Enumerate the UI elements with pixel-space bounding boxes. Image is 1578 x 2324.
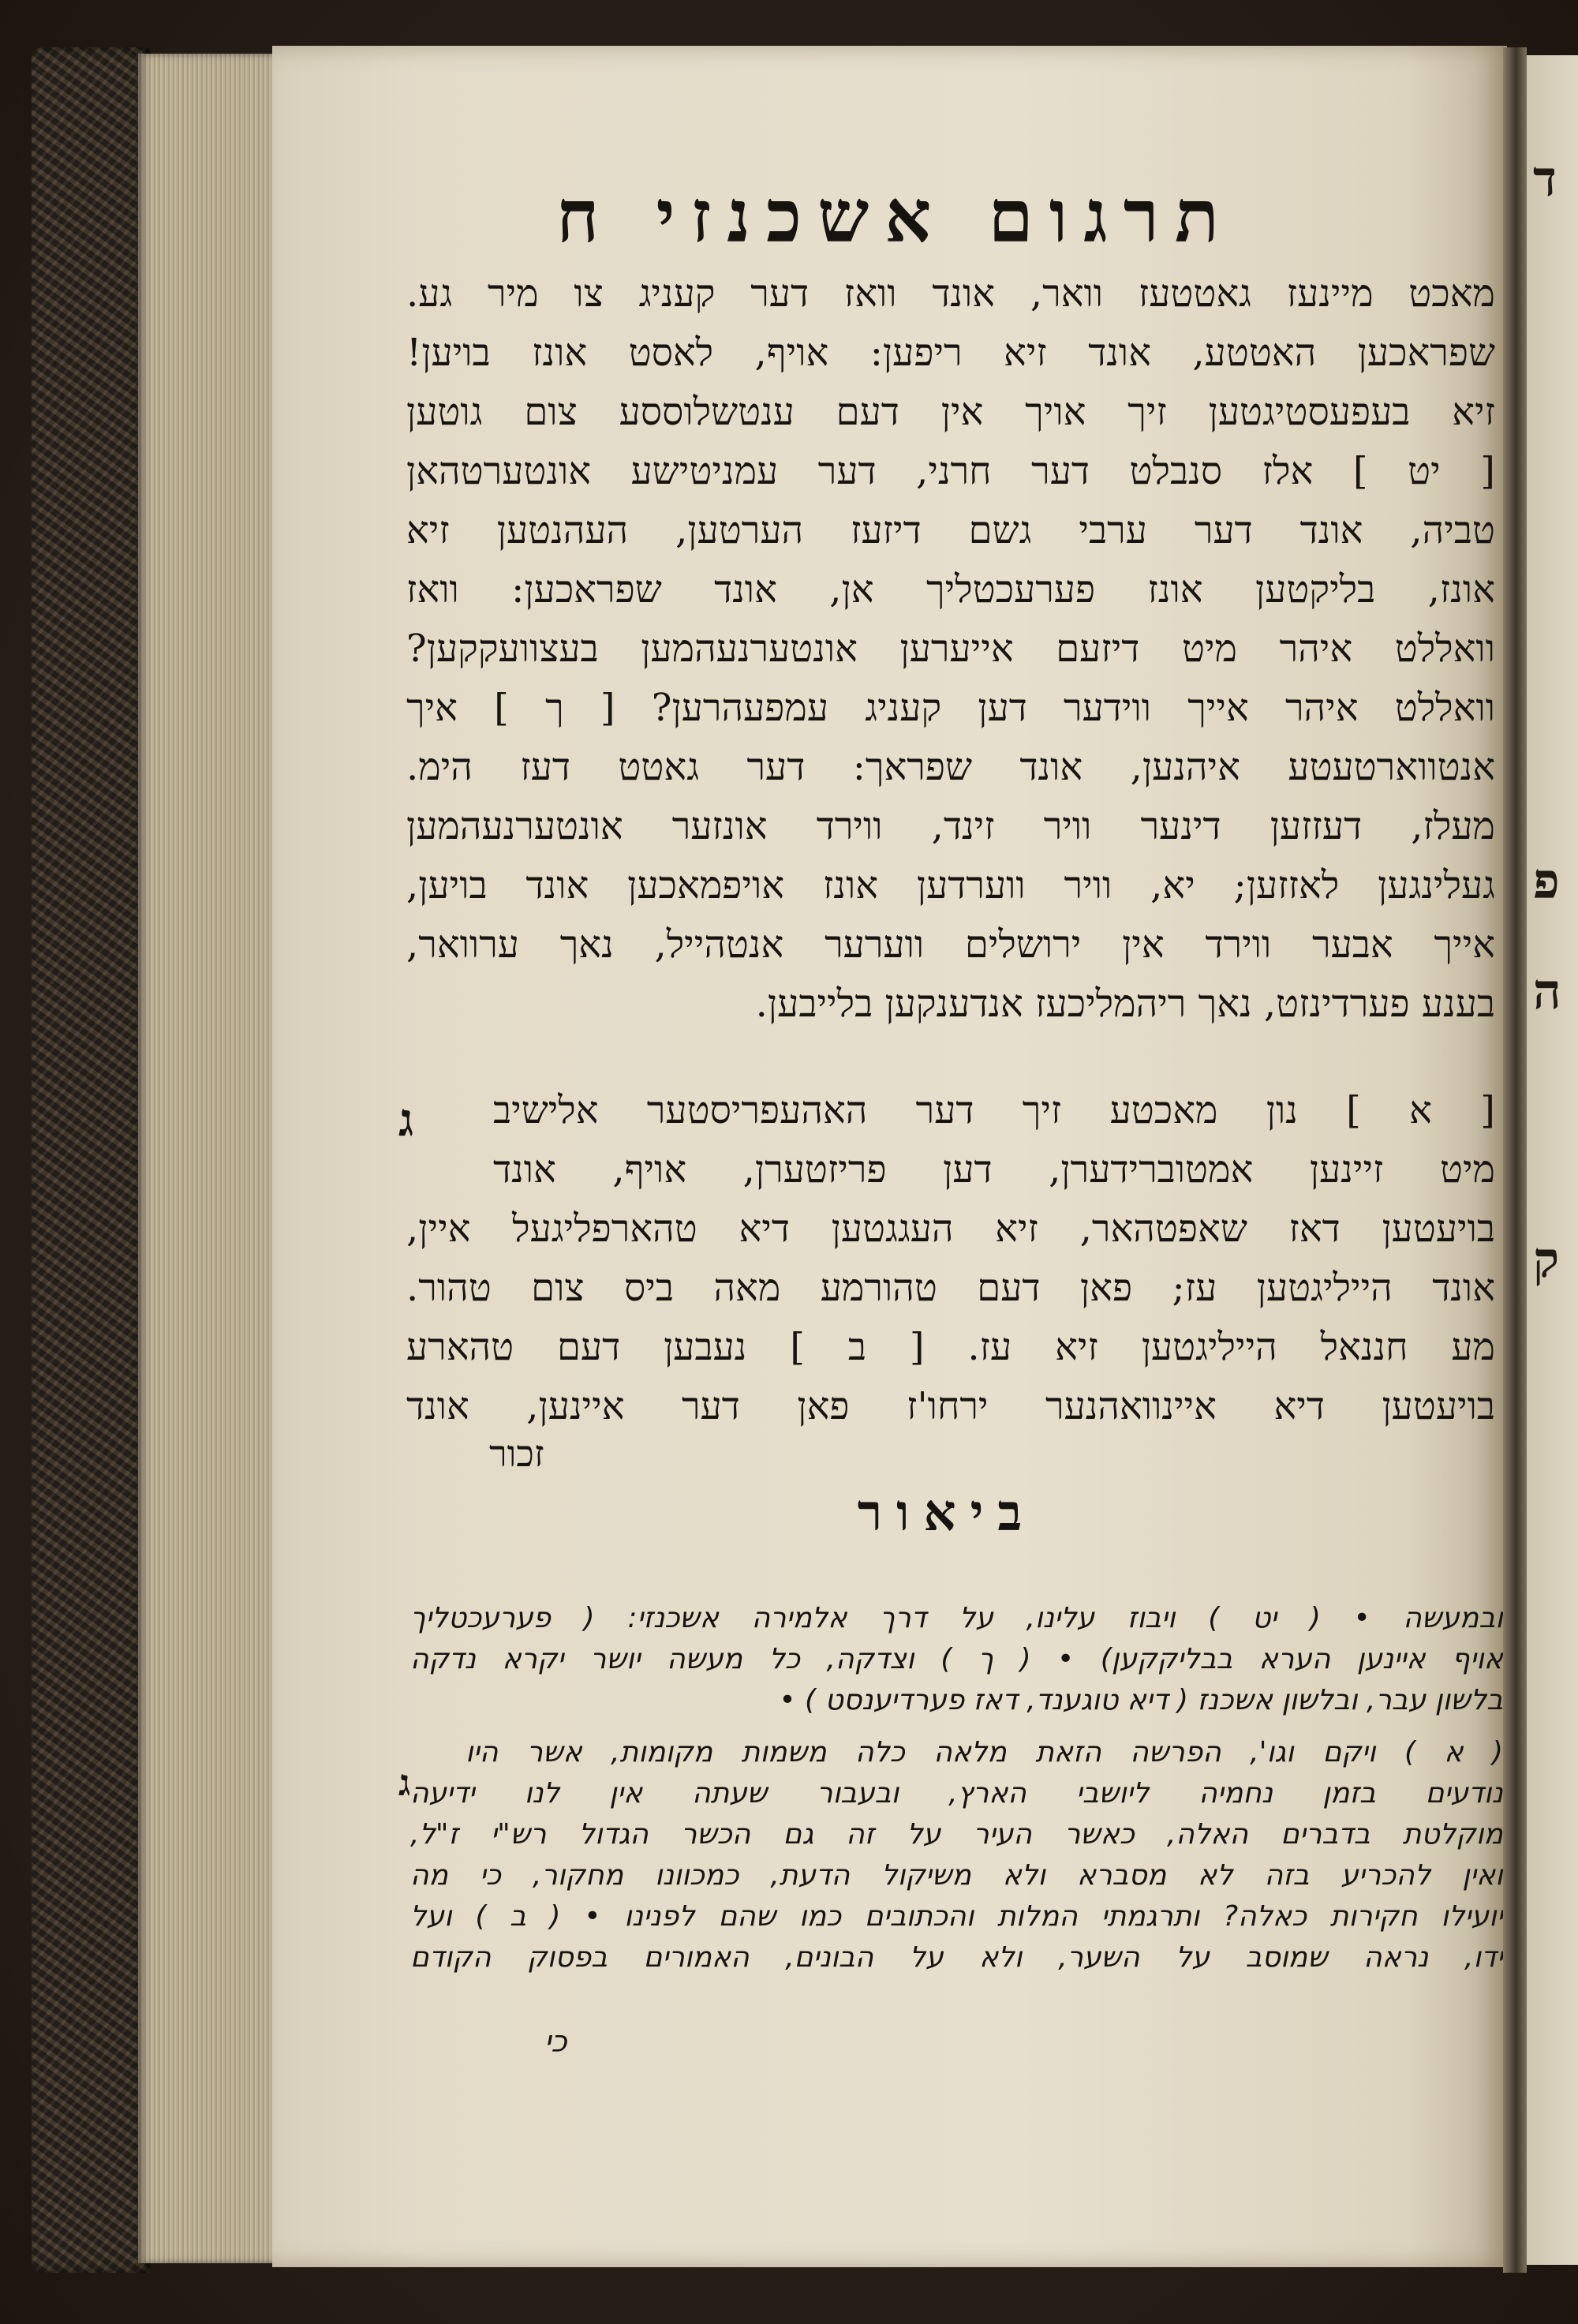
text-line: מעלז, דעזזען דינער וויר זינד, ווירד אונזער אונטערנעהמען [406, 804, 1495, 848]
facing-glyph: ד [1533, 150, 1557, 208]
catchword: זכור [489, 1432, 544, 1475]
text-line: מע חננאל הייליגטען זיא עז. [ ב ] נעבען דעם טהארע [406, 1325, 1495, 1369]
commentary-line: נודעים בזמן נחמיה ליושבי הארץ, ובעבור שעתה אין לנו ידיעה [410, 1777, 1503, 1809]
text-line: אונד הייליגטען עז; פאן דעם טהורמע מאה ביס צום טהור. [406, 1266, 1495, 1310]
commentary-text [410, 1598, 1503, 1978]
commentary-heading: ביאור [857, 1484, 1037, 1543]
page-title: תרגום אשכנזי ח [556, 174, 1235, 259]
commentary-line: מוקלטת בדברים האלה, כאשר העיר על זה גם הכשר הגדול רש"י ז"ל, [410, 1818, 1503, 1851]
text-line: אייך אבער ווירד אין ירושלים ווערער אנטהייל, נאך ערוואר, [406, 922, 1495, 967]
chapter-marker: ג [398, 1093, 414, 1147]
commentary-line: ואין להכריע בזה לא מסברא ולא משיקול הדעת, כמכוונו מחקור, כי מה [410, 1859, 1503, 1892]
text-line: [ א ] נון מאכטע זיך דער האהעפריסטער אלישיב [493, 1088, 1495, 1132]
commentary-line: ובמעשה • ( יט ) ויבוז עלינו, על דרך אלמירה אשכנזי: ( פערעכטליך [410, 1602, 1503, 1634]
text-line: בויעטען דיא איינוואהנער ירחו'ז פאן דער איינען, אונד [406, 1384, 1495, 1428]
text-line: וואללט איהר מיט דיזעם אייערען אונטערנעהמען בעצוועקקען? [406, 627, 1495, 671]
book-gutter [1503, 47, 1527, 2273]
paragraph-gap [410, 1721, 1503, 1732]
text-line: [ יט ] אלז סנבלט דער חרני, דער עמניטישע אונטערטהאן [406, 449, 1495, 493]
commentary-line: יועילו חקירות כאלה? ותרגמתי המלות והכתובים כמו שהם לפנינו • ( ב ) ועל [410, 1900, 1503, 1933]
main-text [406, 264, 1495, 1436]
text-line: בענע פערדינזט, נאך ריהמליכעז אנדענקען בלייבען. [755, 982, 1495, 1026]
facing-page [1527, 55, 1578, 2265]
commentary-line: ( א ) ויקם וגו', הפרשה הזאת מלאה כלה משמות מקומות, אשר היו [466, 1736, 1503, 1768]
commentary-catchword: כי [544, 2024, 567, 2059]
page-edges [138, 54, 276, 2263]
text-line: טביה, אונד דער ערבי גשם דיזעז הערטען, העהנטען זיא [406, 508, 1495, 552]
commentary-line: אויף איינען הערא בבליקקען) • ( ך ) וצדקה, כל מעשה יושר יקרא נדקה [410, 1643, 1503, 1675]
commentary-chapter-marker: ג [398, 1761, 411, 1804]
text-line: מיט זיינען אמטוברידערן, דען פריזטערן, אויף, אונד [493, 1147, 1495, 1192]
text-line: וואללט איהר אייך ווידער דען קעניג עמפעהרען? [ ך ] איך [406, 686, 1495, 730]
text-line: זיא בעפעסטיגטען זיך אויך אין דעם ענטשלוססע צום גוטען [406, 390, 1495, 434]
text-line: אונז, בליקטען אונז פערעכטליך אן, אונד שפראכען: וואז [406, 567, 1495, 612]
paragraph-gap [406, 1034, 1495, 1081]
commentary-line: בלשון עבר, ובלשון אשכנז ( דיא טוגענד, דאז פערדיענסט ) • [779, 1684, 1503, 1716]
marbled-cover [32, 47, 150, 2273]
commentary-line: ידו, נראה שמוסב על השער, ולא על הבונים, האמורים בפסוק הקודם [410, 1941, 1503, 1974]
facing-glyph: ק [1533, 1231, 1560, 1289]
text-line: מאכט מיינעז גאטטעז וואר, אונד וואז דער קעניג צו מיר גע. [406, 271, 1495, 316]
text-line: אנטווארטעטע איהנען, אונד שפראך: דער גאטט דעז הימ. [406, 745, 1495, 789]
text-line: בויעטען דאז שאפטהאר, זיא העגגטען דיא טהארפליגעל איין, [406, 1207, 1495, 1251]
facing-glyph: ה [1533, 963, 1561, 1020]
text-line: געלינגען לאזזען; יא, וויר ווערדען אונז אויפמאכען אונד בויען, [406, 863, 1495, 908]
text-line: שפראכען האטטע, אונד זיא ריפען: אויף, לאסט אונז בויען! [406, 331, 1495, 375]
facing-glyph: פ [1533, 852, 1560, 910]
